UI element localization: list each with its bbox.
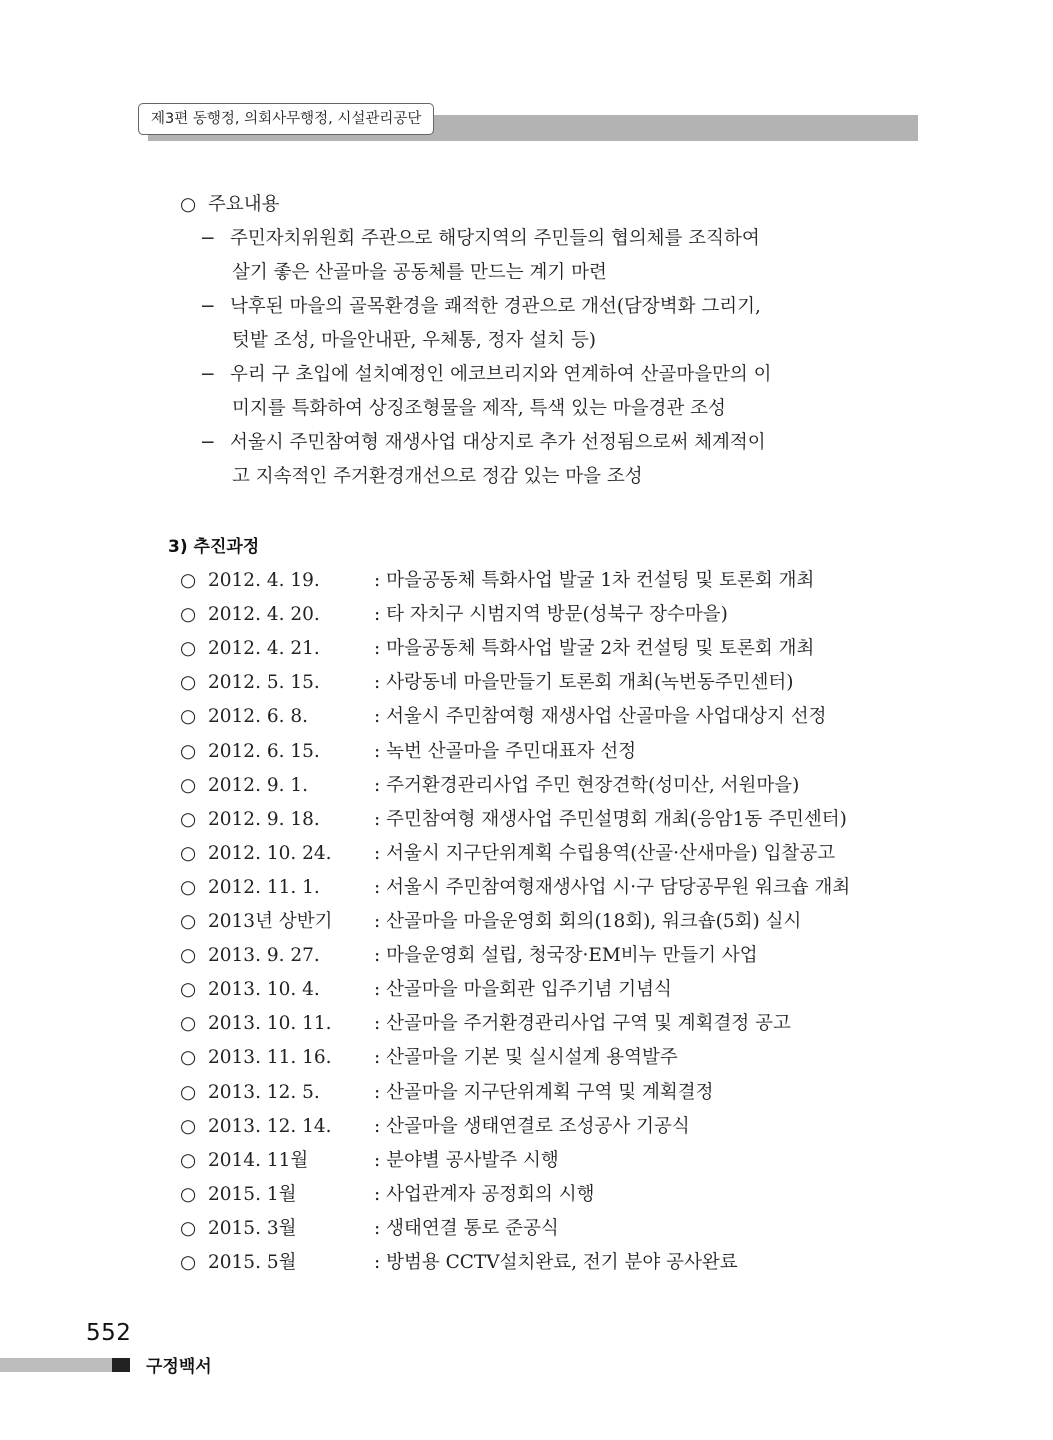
main-content-heading [180,192,279,218]
timeline-entry [180,670,793,696]
timeline-entry [180,739,636,765]
entry-text: : 사랑동네 마을만들기 토론회 개최(녹번동주민센터) [374,672,794,694]
content-item-continuation: 살기 좋은 산골마을 공동체를 만드는 계기 마련 [232,262,607,283]
entry-text: : 산골마을 마을회관 입주기념 기념식 [374,979,672,1001]
dash-symbol: − [200,432,216,453]
entry-date: 2013. 10. 4. [208,979,320,1001]
bullet-symbol: ○ [180,604,197,626]
timeline-entry [180,807,847,833]
bullet-symbol: ○ [180,979,197,1001]
entry-date: 2015. 3월 [208,1217,297,1239]
bullet-symbol: ○ [180,842,197,864]
entry-date: 2012. 4. 19. [208,570,320,591]
entry-date: 2013. 12. 5. [208,1081,320,1103]
entry-date: 2012. 11. 1. [208,876,320,898]
entry-date: 2014. 11월 [208,1149,309,1171]
section-title: 3) 추진과정 [168,537,260,557]
timeline-entry [180,1114,690,1140]
chapter-title: 제3편 동행정, 의회사무행정, 시설관리공단 [138,103,434,135]
entry-date: 2015. 1월 [208,1183,297,1205]
bullet-symbol: ○ [180,706,197,728]
bullet-symbol: ○ [180,570,197,591]
timeline-entry [180,602,728,628]
timeline-entry [180,875,850,901]
bullet-symbol: ○ [180,740,197,762]
entry-text: : 분야별 공사발주 시행 [374,1149,559,1171]
bullet-symbol: ○ [180,1081,197,1103]
entry-date: 2012. 5. 15. [208,672,320,694]
entry-text: : 타 자치구 시범지역 방문(성북구 장수마을) [374,604,728,626]
bullet-symbol: ○ [180,638,197,660]
entry-date: 2012. 9. 1. [208,774,309,796]
entry-text: : 주민참여형 재생사업 주민설명회 개최(응암1동 주민센터) [374,808,847,830]
footer-bar [0,1358,112,1372]
entry-text: : 서울시 지구단위계획 수립용역(산골·산새마을) 입찰공고 [374,842,836,864]
dash-symbol: − [200,364,216,385]
timeline-entry [180,1080,713,1106]
bullet-symbol: ○ [180,1217,197,1239]
timeline-entry [180,943,758,969]
entry-text: : 녹번 산골마을 주민대표자 선정 [374,740,637,762]
content-item-continuation: 텃밭 조성, 마을안내판, 우체통, 정자 설치 등) [232,330,596,351]
entry-text: : 서울시 주민참여형재생사업 시·구 담당공무원 워크숍 개최 [374,876,851,898]
content-item [200,294,761,320]
entry-date: 2013. 10. 11. [208,1013,332,1035]
content-item-continuation: 고 지속적인 주거환경개선으로 정감 있는 마을 조성 [232,466,643,487]
timeline-entry [180,1011,791,1037]
entry-date: 2012. 6. 15. [208,740,320,762]
timeline-entry [180,909,801,935]
content-item-text: 낙후된 마을의 골목환경을 쾌적한 경관으로 개선(담장벽화 그리기, [230,296,761,317]
timeline-entry [180,1216,559,1242]
bullet-symbol: ○ [180,1115,197,1137]
entry-text: : 산골마을 주거환경관리사업 구역 및 계획결정 공고 [374,1013,791,1035]
entry-text: : 마을공동체 특화사업 발굴 1차 컨설팅 및 토론회 개최 [374,570,815,591]
bullet-symbol: ○ [180,1183,197,1205]
entry-date: 2013. 11. 16. [208,1047,332,1069]
bullet-symbol: ○ [180,194,197,215]
dash-symbol: − [200,228,216,249]
entry-text: : 주거환경관리사업 주민 현장견학(성미산, 서원마을) [374,774,800,796]
timeline-entry [180,1182,594,1208]
entry-text: : 생태연결 통로 준공식 [374,1217,559,1239]
timeline-entry [180,1250,738,1276]
content-item-continuation: 미지를 특화하여 상징조형물을 제작, 특색 있는 마을경관 조성 [232,398,726,419]
timeline-entry [180,568,814,594]
entry-text: : 산골마을 생태연결로 조성공사 기공식 [374,1115,690,1137]
book-title: 구정백서 [146,1357,212,1377]
entry-date: 2013. 12. 14. [208,1115,332,1137]
bullet-symbol: ○ [180,672,197,694]
timeline-entry [180,1148,559,1174]
entry-date: 2013년 상반기 [208,911,333,932]
content-item [200,362,772,388]
entry-date: 2012. 10. 24. [208,842,332,864]
entry-date: 2015. 5월 [208,1252,297,1273]
entry-date: 2012. 6. 8. [208,706,309,728]
entry-text: : 방범용 CCTV설치완료, 전기 분야 공사완료 [374,1252,738,1273]
entry-date: 2012. 9. 18. [208,808,320,830]
content-item [200,226,760,252]
content-item-text: 우리 구 초입에 설치예정인 에코브리지와 연계하여 산골마을만의 이 [230,364,772,385]
entry-text: : 산골마을 마을운영회 회의(18회), 워크숍(5회) 실시 [374,911,802,932]
content-item-text: 서울시 주민참여형 재생사업 대상지로 추가 선정됨으로써 체계적이 [230,432,766,453]
bullet-symbol: ○ [180,1252,197,1273]
content-item-text: 주민자치위원회 주관으로 해당지역의 주민들의 협의체를 조직하여 [230,228,760,249]
entry-text: : 서울시 주민참여형 재생사업 산골마을 사업대상지 선정 [374,706,827,728]
content-item [200,430,766,456]
timeline-entry [180,773,799,799]
entry-text: : 산골마을 지구단위계획 구역 및 계획결정 [374,1081,714,1103]
timeline-entry [180,977,672,1003]
entry-date: 2012. 4. 21. [208,638,320,660]
entry-text: : 마을공동체 특화사업 발굴 2차 컨설팅 및 토론회 개최 [374,638,815,660]
footer-square [112,1358,130,1372]
bullet-symbol: ○ [180,876,197,898]
dash-symbol: − [200,296,216,317]
timeline-entry [180,841,835,867]
timeline-entry [180,1045,678,1071]
chapter-header [138,103,918,143]
entry-text: : 산골마을 기본 및 실시설계 용역발주 [374,1047,678,1069]
entry-date: 2013. 9. 27. [208,945,320,967]
page-number: 552 [86,1320,132,1346]
entry-date: 2012. 4. 20. [208,604,320,626]
bullet-symbol: ○ [180,1047,197,1069]
bullet-symbol: ○ [180,808,197,830]
bullet-symbol: ○ [180,1013,197,1035]
bullet-symbol: ○ [180,774,197,796]
bullet-symbol: ○ [180,1149,197,1171]
bullet-symbol: ○ [180,945,197,967]
timeline-entry [180,704,827,730]
entry-text: : 사업관계자 공정회의 시행 [374,1183,595,1205]
entry-text: : 마을운영회 설립, 청국장·EM비누 만들기 사업 [374,945,758,967]
timeline-entry [180,636,814,662]
heading-text: 주요내용 [208,194,280,215]
bullet-symbol: ○ [180,911,197,932]
